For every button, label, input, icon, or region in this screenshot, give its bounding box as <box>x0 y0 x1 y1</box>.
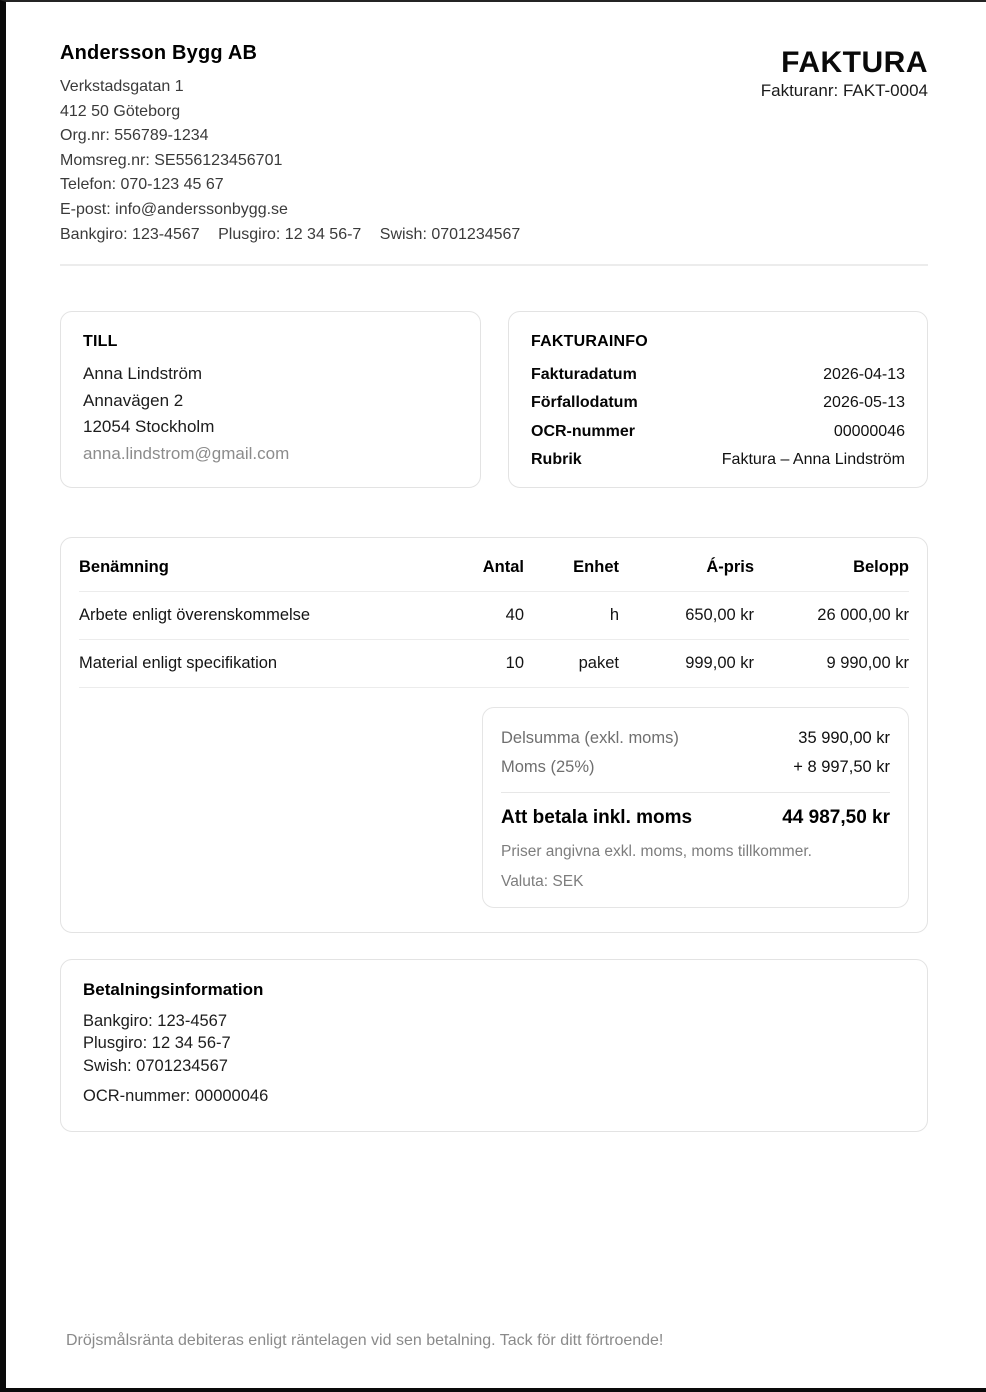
company-momsreg: Momsreg.nr: SE556123456701 <box>60 151 283 169</box>
column-header-amount: Belopp <box>754 544 909 592</box>
item-unit-price: 999,00 kr <box>619 640 754 688</box>
subtotal-row <box>501 724 890 753</box>
total-row <box>501 805 890 831</box>
total-label: Att betala inkl. moms <box>501 807 693 829</box>
header-divider <box>60 264 928 266</box>
invoice-info-title: FAKTURAINFO <box>531 333 648 351</box>
company-orgnr: Org.nr: 556789-1234 <box>60 127 209 145</box>
document-title-block <box>761 42 928 101</box>
total-value: 44 987,50 kr <box>782 807 890 829</box>
company-telefon: Telefon: 070-123 45 67 <box>60 176 224 194</box>
address-info-row <box>60 311 928 488</box>
item-amount: 9 990,00 kr <box>754 640 909 688</box>
recipient-email: anna.lindstrom@gmail.com <box>83 443 290 463</box>
line-items-card <box>60 537 928 933</box>
company-swish: Swish: 0701234567 <box>379 225 521 243</box>
footer-note: Dröjsmålsränta debiteras enligt räntelagen vid sen betalning. Tack för ditt förtroende! <box>66 1332 664 1349</box>
item-quantity: 40 <box>432 592 524 640</box>
vat-row <box>501 753 890 782</box>
due-date-value: 2026-05-13 <box>823 394 905 412</box>
subtotal-label: Delsumma (exkl. moms) <box>501 729 679 748</box>
invoice-info-row-ocr <box>531 418 905 446</box>
column-header-description: Benämning <box>79 544 432 592</box>
line-items-table <box>79 544 909 688</box>
item-description: Arbete enligt överenskommelse <box>79 592 432 640</box>
invoice-info-row-date <box>531 361 905 389</box>
vat-label: Moms (25%) <box>501 757 595 776</box>
payment-title: Betalningsinformation <box>83 980 264 1000</box>
document-title: FAKTURA <box>781 46 928 79</box>
recipient-street: Annavägen 2 <box>83 390 184 410</box>
company-block <box>60 42 520 247</box>
currency-note: Valuta: SEK <box>501 873 584 891</box>
company-epost: E-post: info@anderssonbygg.se <box>60 200 288 218</box>
company-address-line1: Verkstadsgatan 1 <box>60 78 184 95</box>
column-header-unit: Enhet <box>524 544 619 592</box>
payment-ocr: OCR-nummer: 00000046 <box>83 1087 269 1106</box>
invoice-info-row-due <box>531 389 905 417</box>
invoice-info-row-subject <box>531 446 905 474</box>
payment-bankgiro: Bankgiro: 123-4567 <box>83 1012 228 1031</box>
table-header-row <box>79 544 909 592</box>
item-description: Material enligt specifikation <box>79 640 432 688</box>
invoice-number: Fakturanr: FAKT-0004 <box>760 81 928 100</box>
totals-divider <box>501 792 890 793</box>
due-date-label: Förfallodatum <box>531 394 638 412</box>
column-header-unit-price: Á-pris <box>619 544 754 592</box>
company-plusgiro: Plusgiro: 12 34 56-7 <box>218 225 362 243</box>
totals-box <box>482 707 909 908</box>
payment-swish: Swish: 0701234567 <box>83 1056 228 1075</box>
item-amount: 26 000,00 kr <box>754 592 909 640</box>
company-address-line2: 412 50 Göteborg <box>60 102 181 120</box>
item-unit: paket <box>524 640 619 688</box>
company-name: Andersson Bygg AB <box>60 42 258 64</box>
subject-label: Rubrik <box>531 451 582 469</box>
recipient-card <box>60 311 481 488</box>
invoice-date-label: Fakturadatum <box>531 366 637 384</box>
item-quantity: 10 <box>432 640 524 688</box>
recipient-name: Anna Lindström <box>83 364 203 384</box>
column-header-quantity: Antal <box>432 544 524 592</box>
invoice-date-value: 2026-04-13 <box>823 366 905 384</box>
subtotal-value: 35 990,00 kr <box>798 729 890 748</box>
item-row <box>79 592 909 640</box>
vat-value: + 8 997,50 kr <box>793 757 890 776</box>
invoice-header <box>60 42 928 247</box>
item-unit: h <box>524 592 619 640</box>
item-unit-price: 650,00 kr <box>619 592 754 640</box>
recipient-city: 12054 Stockholm <box>83 417 215 437</box>
payment-plusgiro: Plusgiro: 12 34 56-7 <box>83 1034 231 1053</box>
company-bankgiro: Bankgiro: 123-4567 <box>60 225 200 243</box>
company-giro-line <box>60 223 520 248</box>
invoice-info-card <box>508 311 928 488</box>
payment-card <box>60 959 928 1132</box>
ocr-label: OCR-nummer <box>531 422 636 440</box>
invoice-content <box>6 42 986 1132</box>
item-row <box>79 640 909 688</box>
ocr-value: 00000046 <box>833 422 905 440</box>
subject-value: Faktura – Anna Lindström <box>721 451 905 469</box>
recipient-card-title: TILL <box>83 333 118 351</box>
vat-note: Priser angivna exkl. moms, moms tillkommer. <box>501 843 812 861</box>
